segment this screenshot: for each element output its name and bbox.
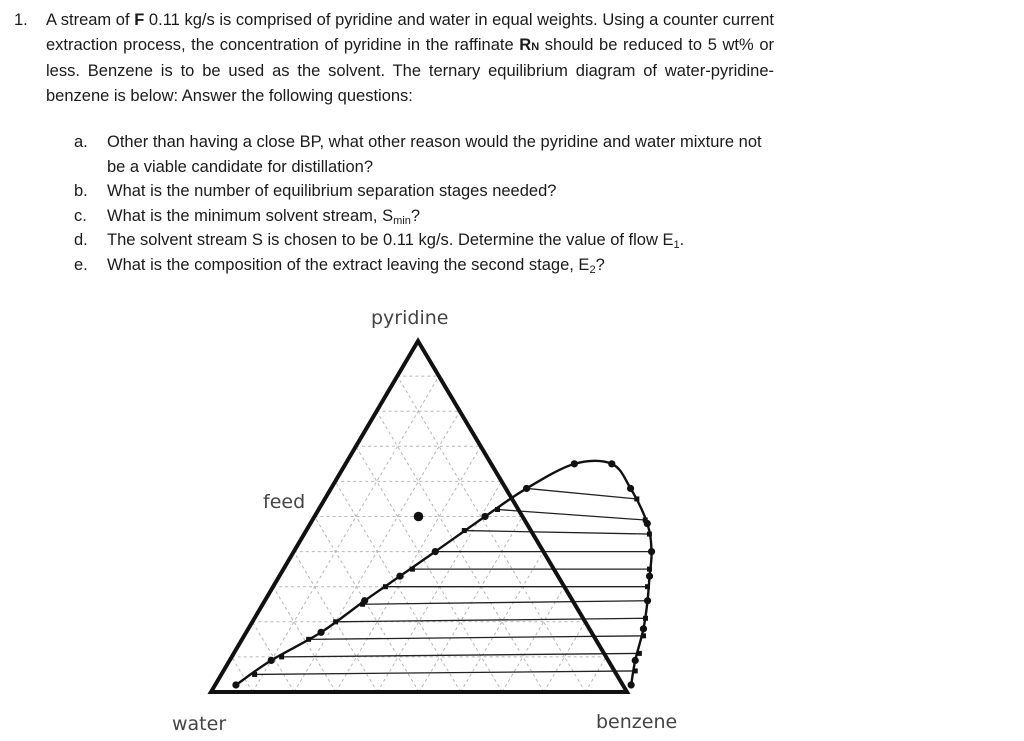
binodal-point: [317, 629, 324, 636]
problem-number: 1.: [14, 11, 28, 29]
tie-line-end: [410, 567, 415, 572]
binodal-point: [608, 460, 615, 467]
feed-label: feed: [263, 491, 306, 513]
binodal-point: [232, 681, 239, 688]
tie-line-end: [383, 584, 388, 589]
binodal-point: [481, 513, 488, 520]
ternary-diagram: [160, 296, 700, 738]
tie-line-end: [495, 507, 500, 512]
tie-line: [336, 618, 646, 622]
tie-line-end: [306, 637, 311, 642]
binodal-point: [627, 485, 634, 492]
problem-statement: [14, 8, 774, 108]
tie-line-end: [524, 486, 529, 491]
binodal-point: [640, 625, 647, 632]
feed-symbol: F: [134, 11, 145, 29]
grid-line: [397, 376, 585, 692]
tie-line-end: [634, 496, 639, 501]
question-d: d. The solvent stream S is chosen to be 0.11 kg/s. Determine the value of flow $E_1$.: [74, 231, 685, 251]
tie-line: [255, 671, 636, 675]
grid-line: [419, 517, 523, 693]
vertex-label-pyridine: pyridine: [371, 307, 449, 329]
tie-line-end: [333, 619, 338, 624]
binodal-point: [632, 657, 639, 664]
question-a: a. Other than having a close BP, what other reason would the pyridine and water mixture not be a viable candidate for distillation?: [74, 133, 762, 176]
tie-line-end: [641, 633, 646, 638]
grid-line: [253, 376, 439, 692]
tie-line: [464, 531, 649, 535]
binodal-point: [268, 657, 275, 664]
tie-line-end: [252, 672, 257, 677]
tie-line-end: [633, 668, 638, 673]
binodal-point: [646, 573, 653, 580]
tie-line-end: [360, 602, 365, 607]
binodal-point: [628, 681, 635, 688]
feed-point: [414, 512, 424, 522]
binodal-point: [396, 573, 403, 580]
question-e: e. What is the composition of the extract leaving the second stage, $E_2$?: [74, 255, 605, 276]
tie-line-end: [647, 567, 652, 572]
raffinate-symbol: RN: [519, 35, 540, 54]
binodal-point: [571, 460, 578, 467]
tie-line-end: [645, 598, 650, 603]
tie-line: [282, 653, 640, 657]
tie-line-end: [637, 651, 642, 656]
tie-line: [527, 488, 637, 499]
tie-line: [363, 601, 648, 605]
tie-line-end: [649, 549, 654, 554]
tie-line-end: [279, 654, 284, 659]
tie-line-end: [645, 584, 650, 589]
tie-line-end: [433, 549, 438, 554]
grid-line: [585, 657, 606, 692]
ternary-grid: [232, 376, 606, 692]
vertex-label-water: water: [172, 713, 227, 735]
question-c: c. What is the minimum solvent stream, $S_{min}$?: [74, 206, 421, 227]
problem-text: A stream of F 0.11 kg/s is comprised of pyridine and water in equal weights. Using a counter current extraction process, the concentration of pyridine in the raffinate RN should be reduced to 5 wt% or less. Benzene is to be used as the solvent. The ternary equilibrium diagram of water-pyridine-benzene is below: Answer the following questions:: [46, 11, 774, 105]
question-list: [74, 130, 774, 277]
question-b: b. What is the number of equilibrium separation stages needed?: [74, 182, 557, 200]
tie-line-end: [462, 528, 467, 533]
tie-line-end: [643, 518, 648, 523]
tie-line-end: [647, 532, 652, 537]
vertex-label-benzene: benzene: [596, 711, 678, 733]
tie-line-end: [643, 616, 648, 621]
